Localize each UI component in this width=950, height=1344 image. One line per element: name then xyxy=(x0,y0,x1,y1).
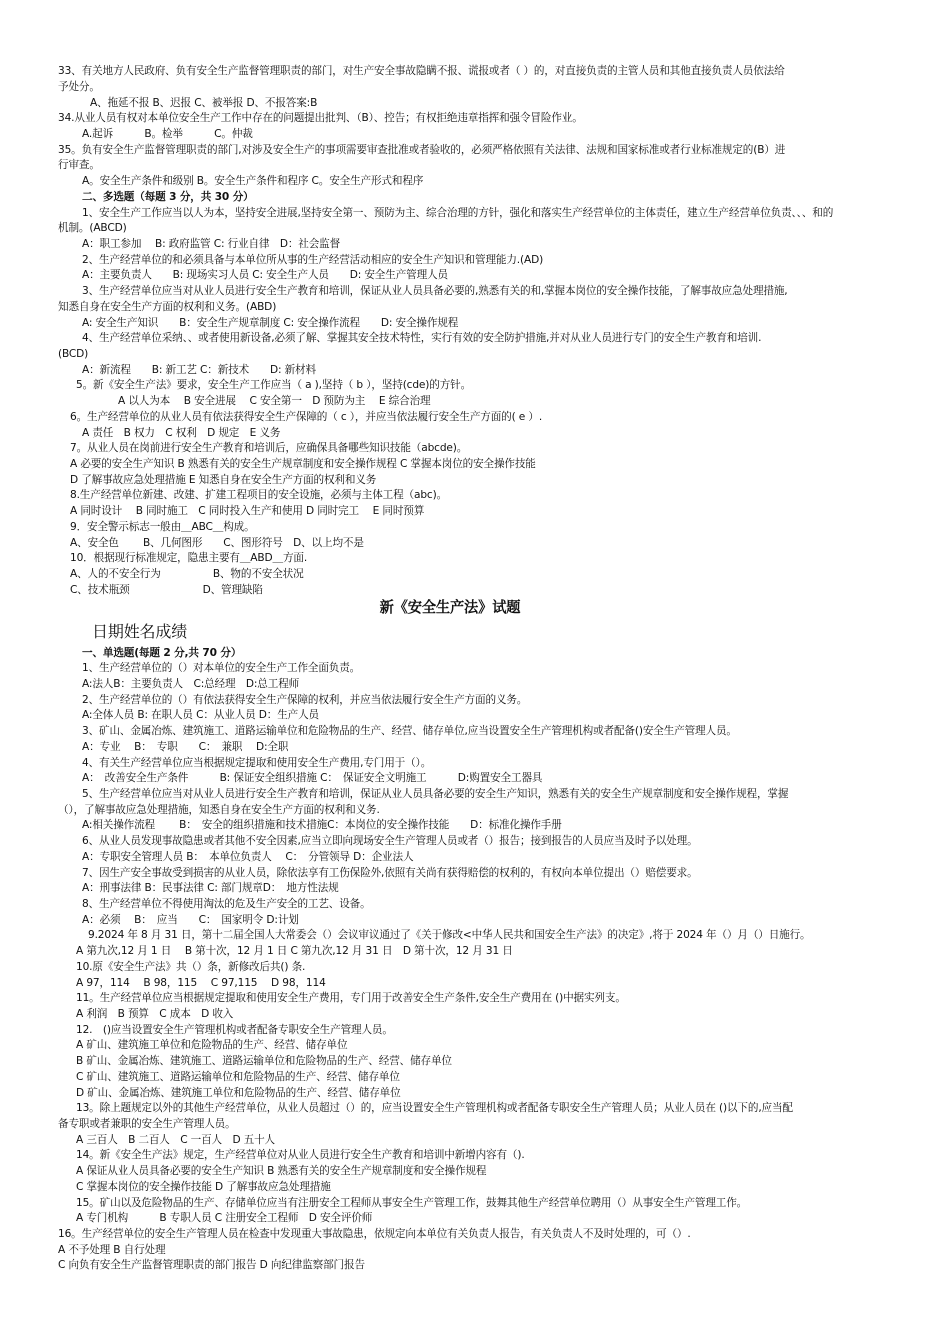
question-34-line: 34.从业人员有权对本单位安全生产工作中存在的问题提出批判、（B）、控告；有权拒绝违章指挥和强令冒险作业。 xyxy=(58,112,583,124)
question-34-options: A.起诉 B。检举 C。仲裁 xyxy=(82,128,253,140)
single-q6-options: A：专职安全管理人员 B： 本单位负责人 C： 分管领导 D：企业法人 xyxy=(82,851,414,863)
question-33-line-2: 予处分。 xyxy=(58,81,100,93)
question-33-line-1: 33、有关地方人民政府、负有安全生产监督管理职责的部门，对生产安全事故隐瞒不报、谎报或者（ ）的，对直接负责的主管人员和其他直接负责人员依法给 xyxy=(58,65,785,77)
single-q12-option-d: D 矿山、金属冶炼、建筑施工单位和危险物品的生产、经营、储存单位 xyxy=(76,1087,401,1099)
multi-q5-line: 5。新《安全生产法》要求，安全生产工作应当（ a ),坚持（ b ），坚持(cde)的方针。 xyxy=(76,379,472,391)
multi-q6-options: A 责任 B 权力 C 权利 D 规定 E 义务 xyxy=(82,427,281,439)
single-q15-line: 15。矿山以及危险物品的生产、存储单位应当有注册安全工程师从事安全生产管理工作，鼓舞其他生产经营单位聘用（）从事安全生产管理工作。 xyxy=(76,1197,748,1209)
single-q13-line-1: 13。除上题规定以外的其他生产经营单位，从业人员超过（）的，应当设置安全生产管理机构或者配备专职安全生产管理人员；从业人员在 ()以下的,应当配 xyxy=(76,1102,793,1114)
multi-q1-options: A：职工参加 B: 政府监管 C: 行业自律 D：社会监督 xyxy=(82,238,341,250)
single-q3-line: 3、矿山、金属冶炼、建筑施工、道路运输单位和危险物品的生产、经营、储存单位,应当设置安全生产管理机构或者配备()安全生产管理人员。 xyxy=(82,725,737,737)
question-35-line-1: 35。负有安全生产监督管理职责的部门,对涉及安全生产的事项需要审查批准或者验收的，必须严格依照有关法律、法规和国家标准或者行业标准规定的(B）进 xyxy=(58,144,786,156)
single-q12-option-b: B 矿山、金属冶炼、建筑施工、道路运输单位和危险物品的生产、经营、储存单位 xyxy=(76,1055,452,1067)
multi-q2-options: A：主要负责人 B: 现场实习人员 C: 安全生产人员 D: 安全生产管理人员 xyxy=(82,269,448,281)
single-q14-options-1: A 保证从业人员具备必要的安全生产知识 B 熟悉有关的安全生产规章制度和安全操作规程 xyxy=(76,1165,487,1177)
exam-header-fields: 日期姓名成绩 xyxy=(92,622,188,641)
single-q13-line-2: 备专职或者兼职的安全生产管理人员。 xyxy=(58,1118,236,1130)
multi-q1-line-1: 1、安全生产工作应当以人为本，坚持安全进展,坚持安全第一、预防为主、综合治理的方针，强化和落实生产经营单位的主体责任，建立生产经营单位负责、、、和的 xyxy=(82,207,834,219)
multi-q3-line-2: 知悉自身在安全生产方面的权利和义务。(ABD) xyxy=(58,301,277,313)
multi-q8-line: 8.生产经营单位新建、改建、扩建工程项目的安全设施，必须与主体工程（abc)。 xyxy=(70,489,448,501)
single-q15-options: A 专门机构 B 专职人员 C 注册安全工程师 D 安全评价师 xyxy=(76,1212,373,1224)
single-q2-line: 2、生产经营单位的（）有依法获得安全生产保障的权利，并应当依法履行安全生产方面的义务。 xyxy=(82,694,528,706)
single-q13-options: A 三百人 B 二百人 C 一百人 D 五十人 xyxy=(76,1134,275,1146)
single-q1-options: A:法人B：主要负责人 C:总经理 D:总工程师 xyxy=(82,678,300,690)
single-q7-options: A：刑事法律 B：民事法律 C: 部门规章D： 地方性法规 xyxy=(82,882,339,894)
single-q4-line: 4、有关生产经营单位应当根据规定提取和使用安全生产费用,专门用于（）。 xyxy=(82,757,432,769)
single-q11-options: A 利润 B 预算 C 成本 D 收入 xyxy=(76,1008,234,1020)
single-q5-options: A:相关操作流程 B： 安全的组织措施和技术措施C：本岗位的安全操作技能 D：标准化操作手册 xyxy=(82,819,562,831)
single-q16-options-2: C 向负有安全生产监督管理职责的部门报告 D 向纪律监察部门报告 xyxy=(58,1259,365,1271)
multi-q9-options: A、安全色 B、几何图形 C、图形符号 D、以上均不是 xyxy=(70,537,364,549)
single-q7-line: 7、因生产安全事故受到损害的从业人员，除依法享有工伤保险外,依照有关尚有获得赔偿的权利的，有权向本单位提出（）赔偿要求。 xyxy=(82,867,698,879)
single-q5-line-1: 5、生产经营单位应当对从业人员进行安全生产教育和培训，保证从业人员具备必要的安全生产知识，熟悉有关的安全生产规章制度和安全操作规程，掌握 xyxy=(82,788,789,800)
single-q8-line: 8、生产经营单位不得使用淘汰的危及生产安全的工艺、设备。 xyxy=(82,898,371,910)
single-q14-options-2: C 掌握本岗位的安全操作技能 D 了解事故应急处理措施 xyxy=(76,1181,331,1193)
single-q5-line-2: （），了解事故应急处理措施，知悉自身在安全生产方面的权利和义务. xyxy=(58,804,380,816)
single-q3-options: A：专业 B： 专职 C： 兼职 D:全职 xyxy=(82,741,289,753)
single-q14-line: 14。新《安全生产法》规定，生产经营单位对从业人员进行安全生产教育和培训中新增内容有（). xyxy=(76,1149,525,1161)
multi-choice-heading: 二、多选题（每题 3 分，共 30 分） xyxy=(82,191,254,203)
multi-q4-options: A：新流程 B: 新工艺 C：新技术 D: 新材料 xyxy=(82,364,316,376)
multi-q5-options: A 以人为本 B 安全进展 C 安全第一 D 预防为主 E 综合治理 xyxy=(118,395,431,407)
single-q16-line: 16。生产经营单位的安全生产管理人员在检查中发现重大事故隐患，依规定向本单位有关负责人报告，有关负责人不及时处理的，可（）. xyxy=(58,1228,691,1240)
multi-q10-options-1: A、人的不安全行为 B、物的不安全状况 xyxy=(70,568,304,580)
multi-q10-options-2: C、技术瓶颈 D、管理缺陷 xyxy=(70,584,263,596)
multi-q4-line-2: (BCD) xyxy=(58,348,89,360)
question-35-options: A。安全生产条件和级别 B。安全生产条件和程序 C。安全生产形式和程序 xyxy=(82,175,424,187)
single-choice-heading: 一、单选题(每题 2 分,共 70 分） xyxy=(82,647,242,659)
single-q10-line: 10.原《安全生产法》共（）条，新修改后共() 条. xyxy=(76,961,306,973)
single-q1-line: 1、生产经营单位的（）对本单位的安全生产工作全面负责。 xyxy=(82,662,361,674)
single-q9-line: 9.2024 年 8 月 31 日，第十二届全国人大常委会（）会议审议通过了《关于修改<中华人民共和国安全生产法》的决定》,将于 2024 年（）月（）日施行。 xyxy=(88,929,811,941)
multi-q1-line-2: 机制。(ABCD) xyxy=(58,222,127,234)
single-q10-options: A 97，114 B 98，115 C 97,115 D 98，114 xyxy=(76,977,326,989)
question-33-options: A、拖延不报 B、迟报 C、被举报 D、不报答案:B xyxy=(90,97,318,109)
single-q4-options: A： 改善安全生产条件 B: 保证安全组织措施 C： 保证安全文明施工 D:购置安全工器具 xyxy=(82,772,543,784)
multi-q7-line: 7。从业人员在岗前进行安全生产教育和培训后，应确保具备哪些知识技能（abcde)。 xyxy=(70,442,468,454)
single-q12-line: 12. ()应当设置安全生产管理机构或者配备专职安全生产管理人员。 xyxy=(76,1024,393,1036)
multi-q2-line: 2、生产经营单位的和必须具备与本单位所从事的生产经营活动相应的安全生产知识和管理能力.(AD) xyxy=(82,254,544,266)
multi-q10-line: 10．根据现行标准规定，隐患主要有＿ABD＿方面. xyxy=(70,552,308,564)
single-q12-option-a: A 矿山、建筑施工单位和危险物品的生产、经营、储存单位 xyxy=(76,1039,348,1051)
single-q2-options: A:全体人员 B: 在职人员 C：从业人员 D：生产人员 xyxy=(82,709,319,721)
question-35-line-2: 行审查。 xyxy=(58,159,100,171)
single-q9-options: A 第九次,12 月 1 日 B 第十次，12 月 1 日 C 第九次,12 月 31 日 D 第十次，12 月 31 日 xyxy=(76,945,513,957)
single-q6-line: 6、从业人员发现事故隐患或者其他不安全因素,应当立即向现场安全生产管理人员或者（）报告；接到报告的人员应当及时予以处理。 xyxy=(82,835,698,847)
exam-title: 新《安全生产法》试题 xyxy=(379,598,521,616)
single-q16-options-1: A 不予处理 B 自行处理 xyxy=(58,1244,166,1256)
multi-q7-options-2: D 了解事故应急处理措施 E 知悉自身在安全生产方面的权利和义务 xyxy=(70,474,377,486)
multi-q3-options: A: 安全生产知识 B：安全生产规章制度 C: 安全操作流程 D: 安全操作规程 xyxy=(82,317,459,329)
multi-q7-options-1: A 必要的安全生产知识 B 熟悉有关的安全生产规章制度和安全操作规程 C 掌握本岗位的安全操作技能 xyxy=(70,458,536,470)
single-q11-line: 11。生产经营单位应当根据规定提取和使用安全生产费用，专门用于改善安全生产条件,安全生产费用在 ()中据实列支。 xyxy=(76,992,626,1004)
multi-q9-line: 9．安全警示标志一般由＿ABC＿构成。 xyxy=(70,521,255,533)
single-q8-options: A：必须 B： 应当 C： 国家明令 D:计划 xyxy=(82,914,299,926)
single-q12-option-c: C 矿山、建筑施工、道路运输单位和危险物品的生产、经营、储存单位 xyxy=(76,1071,400,1083)
multi-q6-line: 6。生产经营单位的从业人员有依法获得安全生产保障的（ c ），并应当依法履行安全生产方面的( e ）. xyxy=(70,411,543,423)
multi-q3-line-1: 3、生产经营单位应当对从业人员进行安全生产教育和培训，保证从业人员具备必要的,熟悉有关的和,掌握本岗位的安全操作技能，了解事故应急处理措施, xyxy=(82,285,788,297)
multi-q4-line-1: 4、生产经营单位采纳、、或者使用新设备,必须了解、掌握其安全技术特性，实行有效的安全防护措施,并对从业人员进行专门的安全生产教育和培训. xyxy=(82,332,762,344)
multi-q8-options: A 同时设计 B 同时施工 C 同时投入生产和使用 D 同时完工 E 同时预算 xyxy=(70,505,425,517)
